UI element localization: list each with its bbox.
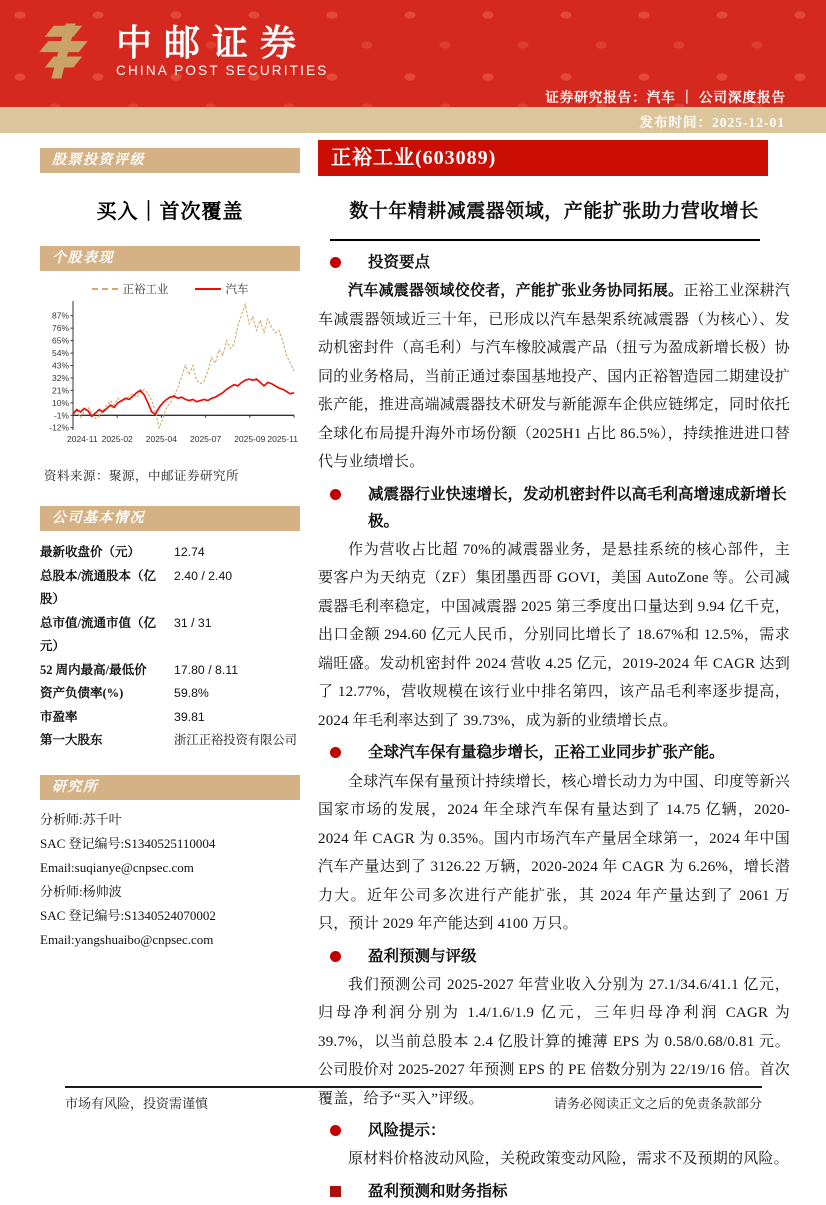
footer	[65, 1093, 762, 1112]
section-investment-highlights	[318, 249, 790, 477]
company-section-header: 公司基本情况	[40, 506, 300, 531]
info-label: 资产负债率(%)	[40, 686, 124, 700]
stock-name-banner: 正裕工业(603089)	[318, 140, 768, 176]
table-row	[40, 682, 300, 706]
info-value: 12.74	[174, 545, 205, 559]
info-value: 浙江正裕投资有限公司	[174, 733, 297, 747]
svg-text:2025-07: 2025-07	[189, 434, 222, 444]
info-value: 59.8%	[174, 686, 209, 700]
section-heading	[318, 249, 790, 276]
stock-rating: 买入｜首次覆盖	[96, 201, 244, 223]
svg-text:54%: 54%	[51, 348, 69, 359]
chart-plot	[40, 297, 300, 452]
info-label: 第一大股东	[40, 733, 103, 747]
legend-item	[92, 281, 169, 297]
section-heading	[318, 1178, 790, 1205]
section-heading-text: 盈利预测和财务指标	[368, 1182, 508, 1200]
table-row	[40, 729, 300, 753]
section-body	[318, 1145, 790, 1174]
sidebar	[40, 148, 300, 952]
info-label: 市盈率	[40, 709, 78, 724]
svg-text:-12%: -12%	[49, 422, 69, 433]
bullet-dot-icon	[330, 747, 341, 758]
bullet-dot-icon	[330, 1125, 341, 1136]
info-label: 52 周内最高/最低价	[40, 662, 147, 677]
svg-text:32%: 32%	[51, 372, 69, 383]
body-text: 全球汽车保有量预计持续增长，核心增长动力为中国、印度等新兴国家市场的发展，2024 年全球汽车保有量达到了 14.75 亿辆，2020-2024 年 CAGR 为 0.35%。国内市场汽车产量居全球第一，2024 年中国汽车产量达到了 3126.22 万辆，2020-2024 年 CAGR 为 6.26%，增长潜力大。近年公司多次进行产能扩张，其 2024 年产量达到了 2061 万只，预计 2029 年产能达到 4100 万只。	[318, 773, 790, 932]
legend-line-icon	[195, 288, 221, 290]
bullet-square-icon	[330, 1186, 341, 1197]
rating-section-header: 股票投资评级	[40, 148, 300, 173]
svg-text:2025-09: 2025-09	[234, 434, 266, 444]
analyst-email: Email:suqianye@cnpsec.com	[40, 859, 194, 875]
analyst-block	[40, 808, 300, 952]
legend-item	[195, 281, 249, 297]
table-row	[40, 659, 300, 683]
table-row	[40, 565, 300, 612]
svg-text:21%: 21%	[51, 385, 69, 396]
analyst-name: 分析师:苏千叶	[40, 811, 122, 827]
footer-disclaimer-left: 市场有风险，投资需谨慎	[65, 1096, 209, 1111]
table-row	[40, 541, 300, 565]
lead-sentence: 汽车减震器领域佼佼者，产能扩张业务协同拓展。	[348, 283, 684, 300]
legend-line-icon	[92, 288, 118, 290]
section-body	[318, 971, 790, 1114]
info-label: 总市值/流通市值（亿元）	[40, 615, 156, 653]
company-info-table	[40, 541, 300, 753]
section-body	[318, 277, 790, 477]
section-financial-indicators	[318, 1178, 790, 1205]
info-value: 2.40 / 2.40	[174, 568, 233, 583]
analyst-name: 分析师:杨帅波	[40, 883, 122, 899]
body-text: 原材料价格波动风险，关税政策变动风险，需求不及预期的风险。	[348, 1151, 789, 1168]
chart-legend	[40, 281, 300, 297]
info-label: 最新收盘价（元）	[40, 545, 141, 559]
footer-divider	[65, 1086, 762, 1088]
main-content	[318, 140, 790, 1205]
table-row	[40, 612, 300, 659]
info-value: 17.80 / 8.11	[174, 662, 239, 677]
research-section-header: 研究所	[40, 775, 300, 800]
table-row	[40, 706, 300, 730]
info-value: 39.81	[174, 709, 205, 724]
performance-section-header: 个股表现	[40, 246, 300, 271]
legend-label: 正裕工业	[122, 284, 169, 296]
section-heading	[318, 481, 790, 535]
section-body	[318, 768, 790, 939]
body-text: 正裕工业深耕汽车减震器领域近三十年，已形成以汽车悬架系统减震器（为核心）、发动机密封件（高毛利）与汽车橡胶减震产品（扭亏为盈成新增长极）协同的业务格局，当前正通过泰国基地投产、国内正裕智造园二期建设扩张产能，推进高端减震器技术研发与新能源车企供应链绑定，同时依托全球化布局提升海外市场份额（2025H1 占比 86.5%），持续推进进口替代与业绩增长。	[318, 283, 790, 471]
section-heading-text: 减震器行业快速增长，发动机密封件以高毛利高增速成新增长极。	[368, 485, 787, 530]
info-label: 总股本/流通股本（亿股）	[40, 568, 156, 606]
svg-text:2025-04: 2025-04	[145, 434, 178, 444]
china-post-logo-icon	[36, 18, 102, 84]
section-heading-text: 盈利预测与评级	[368, 947, 477, 965]
bullet-dot-icon	[330, 951, 341, 962]
analyst-email: Email:yangshuaibo@cnpsec.com	[40, 931, 214, 947]
section-heading	[318, 943, 790, 970]
section-heading-text: 风险提示：	[368, 1122, 446, 1140]
body-text: 我们预测公司 2025-2027 年营业收入分别为 27.1/34.6/41.1 亿元，归母净利润分别为 1.4/1.6/1.9 亿元，三年归母净利润 CAGR 为 39.7%，以当前总股本 2.4 亿股计算的摊薄 EPS 为 0.58/0.68/0.81 元。公司股价对 2025-2027 年预测 EPS 的 PE 倍数分别为 22/19/16 倍。首次覆盖，给予“买入”评级。	[318, 976, 790, 1107]
legend-label: 汽车	[225, 284, 249, 296]
section-global-capacity	[318, 739, 790, 938]
title-divider	[330, 239, 760, 241]
svg-text:10%: 10%	[51, 397, 69, 408]
svg-text:87%: 87%	[51, 310, 69, 321]
bullet-dot-icon	[330, 489, 341, 500]
section-industry-growth	[318, 481, 790, 736]
svg-text:2024-11: 2024-11	[67, 434, 98, 444]
publish-date-label: 发布时间：2025-12-01	[639, 115, 785, 130]
brand	[36, 18, 329, 84]
bullet-dot-icon	[330, 257, 341, 268]
section-heading	[318, 1117, 790, 1144]
svg-text:-1%: -1%	[53, 410, 69, 421]
analyst-sac-number: SAC 登记编号:S1340524070002	[40, 907, 216, 923]
svg-text:65%: 65%	[51, 335, 69, 346]
brand-name-en: CHINA POST SECURITIES	[116, 63, 329, 79]
svg-text:2025-02: 2025-02	[101, 434, 133, 444]
svg-text:43%: 43%	[51, 360, 69, 371]
svg-text:2025-11: 2025-11	[267, 434, 298, 444]
report-type-label: 证券研究报告：汽车 ｜ 公司深度报告	[545, 90, 786, 105]
section-risk-warning	[318, 1117, 790, 1174]
section-heading-text: 全球汽车保有量稳步增长，正裕工业同步扩张产能。	[368, 744, 725, 762]
footer-disclaimer-right: 请务必阅读正文之后的免责条款部分	[553, 1096, 762, 1111]
report-title: 数十年精耕减震器领域，产能扩张助力营收增长	[349, 201, 759, 222]
info-value: 31 / 31	[174, 615, 212, 630]
section-heading-text: 投资要点	[368, 254, 431, 271]
brand-name-cn: 中邮证券	[116, 22, 309, 63]
chart-source-note: 资料来源：聚源，中邮证券研究所	[44, 469, 240, 483]
analyst-sac-number: SAC 登记编号:S1340525110004	[40, 835, 216, 851]
section-heading	[318, 739, 790, 766]
body-text: 作为营收占比超 70%的减震器业务，是悬挂系统的核心部件，主要客户为天纳克（ZF）集团墨西哥 GOVI，美国 AutoZone 等。公司减震器毛利率稳定，中国减震器 2025 第三季度出口量达到 9.94 亿千克，出口金额 294.60 亿元人民币，分别同比增长了 18.67%和 12.5%，需求端旺盛。发动机密封件 2024 营收 4.25 亿元，2019-2024 年 CAGR 达到了 12.77%，营收规模在该行业中排名第四，该产品毛利率逐步提高，2024 年毛利率达到了 39.73%，成为新的业绩增长点。	[318, 541, 790, 729]
section-body	[318, 536, 790, 736]
svg-text:76%: 76%	[51, 323, 69, 334]
performance-chart	[40, 281, 300, 452]
